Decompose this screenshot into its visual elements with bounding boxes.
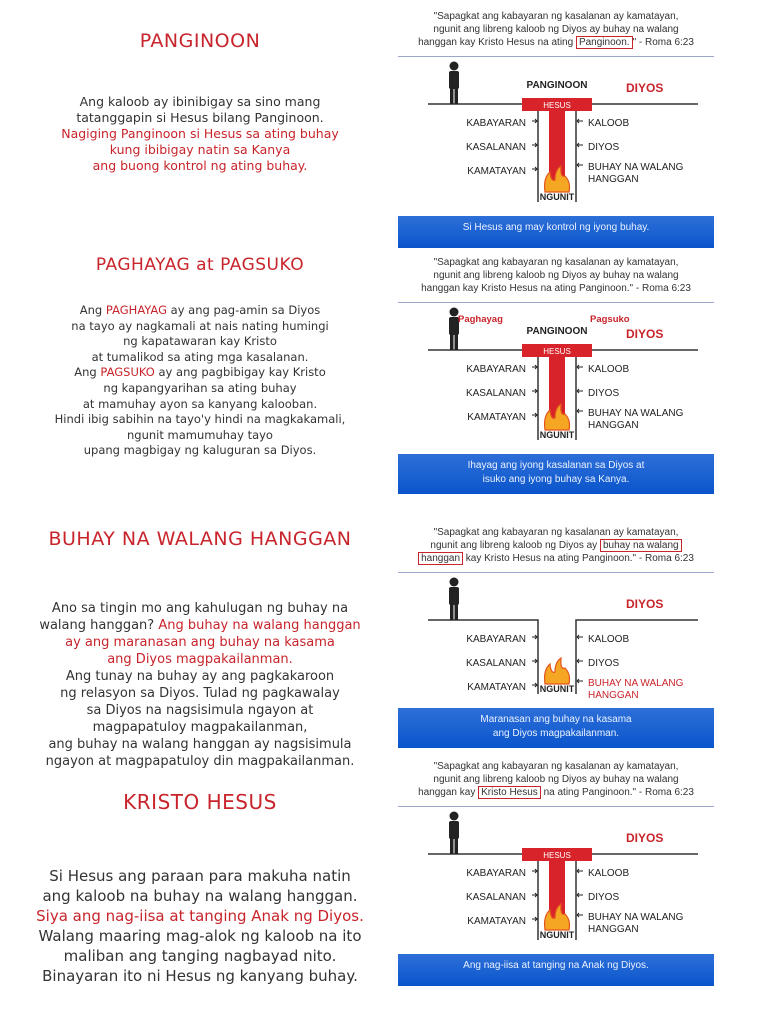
kaloob-label: KALOOB <box>588 364 630 375</box>
panel-kristo-hesus <box>398 760 714 986</box>
highlight-text: Ang buhay na walang hanggan ay ang maranasan ang buhay na kasama ang Diyos magpakailanman. <box>65 618 361 667</box>
kamatayan-label: KAMATAYAN <box>467 412 526 423</box>
kamatayan-label: KAMATAYAN <box>467 166 526 177</box>
person-leg-right <box>455 838 459 854</box>
left-arrow <box>532 119 537 123</box>
section-body-kristo-hesus <box>0 866 400 986</box>
person-leg-right <box>455 604 459 620</box>
highlight-text: Siya ang nag-iisa at tanging Anak ng Diyos. <box>36 907 364 925</box>
kaloob-label: KALOOB <box>588 634 630 645</box>
kasalanan-label: KASALANAN <box>465 658 526 669</box>
diyos-label: DIYOS <box>626 327 664 341</box>
fire-icon <box>545 404 570 430</box>
banner-text: Si Hesus ang may kontrol ng iyong buhay. <box>462 222 650 233</box>
right-arrow <box>577 635 583 639</box>
person-body <box>449 821 459 839</box>
bridge-svg <box>398 306 714 448</box>
left-arrow <box>532 365 537 369</box>
divider <box>398 56 714 57</box>
kabayaran-label: KABAYARAN <box>466 868 526 879</box>
quote-highlight: buhay na walang <box>600 539 682 552</box>
kamatayan-label: KAMATAYAN <box>467 916 526 927</box>
body-text: Ang kaloob ay ibinibigay sa sino mang tatanggapin si Hesus bilang Panginoon. <box>76 94 324 125</box>
person-leg-right <box>455 334 459 350</box>
kasalanan-label: KASALANAN <box>465 388 526 399</box>
panel-buhay-na-walang-hanggan <box>398 526 714 748</box>
bridge-svg <box>398 60 714 210</box>
hesus-label: HESUS <box>543 347 571 356</box>
quote-text: na ating Panginoon." - Roma 6:23 <box>540 787 694 798</box>
person-head <box>450 812 459 821</box>
banner-text: Ihayag ang iyong kasalanan sa Diyos at isuko ang iyong buhay sa Kanya. <box>467 460 645 485</box>
diyos-label: DIYOS <box>626 831 664 845</box>
right-arrow <box>577 659 583 663</box>
right-arrow <box>577 869 583 873</box>
panel-panginoon <box>398 10 714 248</box>
ngunit-label: NGUNIT <box>539 192 575 202</box>
buhay-label: BUHAY NA WALANG <box>588 408 684 419</box>
right-arrow <box>577 409 583 413</box>
kamatayan-label: KAMATAYAN <box>467 682 526 693</box>
right-arrow <box>577 119 583 123</box>
person-leg-right <box>455 88 459 104</box>
scripture-quote <box>398 760 714 799</box>
left-arrow <box>532 917 537 921</box>
body-text: Ang tunay na buhay ay ang pagkakaroon ng relasyon sa Diyos. Tulad ng pagkawalay sa Diyos na nagsisimula ngayon at magpapatuloy magpakailanman, ang buhay na walang hanggan ay nagsisimula ngayon at magpapatuloy din magpakailanman. <box>45 669 355 769</box>
person-body <box>449 71 459 89</box>
quote-text: "Sapagkat ang kabayaran ng kasalanan ay kamatayan, ngunit ang libreng kaloob ng Diyos ay buhay na walang hanggan kay Kristo Hesus na ating Panginoon." - Roma 6:23 <box>421 257 691 294</box>
quote-text: " - Roma 6:23 <box>632 37 694 48</box>
kabayaran-label: KABAYARAN <box>466 118 526 129</box>
scripture-quote <box>398 10 714 49</box>
person-leg-left <box>450 88 454 104</box>
person-head <box>450 62 459 71</box>
right-arrow <box>577 365 583 369</box>
divider <box>398 806 714 807</box>
panginoon-label: PANGINOON <box>526 326 588 337</box>
quote-text: "Sapagkat ang kabayaran ng kasalanan ay kamatayan, ngunit ang libreng kaloob ng Diyos ay buhay na walang hanggan kay Kristo Hesus na ating <box>418 11 679 48</box>
pagsuko-label: Pagsuko <box>590 314 630 325</box>
kaloob-label: KALOOB <box>588 118 630 129</box>
banner-text: Maranasan ang buhay na kasama ang Diyos magpakailanman. <box>480 714 632 739</box>
scripture-quote <box>398 526 714 565</box>
fire-icon <box>545 904 570 930</box>
fire-icon <box>545 658 570 684</box>
left-arrow <box>532 683 537 687</box>
body-text: ay ang pag-amin sa Diyos na tayo ay nagkamali at nais nating humingi ng kapatawaran kay Kristo at tumalikod sa ating mga kasalanan. Ang <box>71 303 329 380</box>
highlight-text: PAGSUKO <box>100 365 155 380</box>
right-arrow <box>577 389 583 393</box>
left-arrow <box>532 167 537 171</box>
section-body-paghayag-pagsuko <box>0 303 400 459</box>
section-body-buhay-na-walang-hanggan <box>0 600 400 770</box>
buhay-label: BUHAY NA WALANG <box>588 678 684 689</box>
person-body <box>449 587 459 605</box>
gospel-bridge-diagram <box>398 810 714 948</box>
quote-highlight: hanggan <box>418 552 463 565</box>
quote-highlight: Panginoon. <box>576 36 633 49</box>
hanggan-label: HANGGAN <box>588 174 639 185</box>
hanggan-label: HANGGAN <box>588 690 639 701</box>
scripture-quote <box>398 256 714 295</box>
divider <box>398 302 714 303</box>
gospel-bridge-diagram <box>398 306 714 448</box>
section-title-panginoon: PANGINOON <box>139 30 261 52</box>
paghayag-label: Paghayag <box>458 314 503 325</box>
gospel-bridge-diagram <box>398 576 714 702</box>
buhay-label: BUHAY NA WALANG <box>588 912 684 923</box>
banner <box>398 708 714 748</box>
body-text: Ang <box>79 303 106 317</box>
body-text: Ano sa tingin mo ang kahulugan ng buhay na walang hanggan? <box>39 601 349 633</box>
buhay-label: BUHAY NA WALANG <box>588 162 684 173</box>
bridge-svg <box>398 576 714 702</box>
right-arrow <box>577 163 583 167</box>
highlight-text: Nagiging Panginoon si Hesus sa ating buhay kung ibibigay natin sa Kanya ang buong kontrol ng ating buhay. <box>61 126 339 173</box>
quote-text: "Sapagkat ang kabayaran ng kasalanan ay kamatayan, ngunit ang libreng kaloob ng Diyos ay <box>430 527 679 551</box>
section-title-kristo-hesus: KRISTO HESUS <box>123 790 277 814</box>
kaloob-label: KALOOB <box>588 868 630 879</box>
ngunit-label: NGUNIT <box>539 430 575 440</box>
hanggan-label: HANGGAN <box>588 420 639 431</box>
body-text: Si Hesus ang paraan para makuha natin ang kaloob na buhay na walang hanggan. <box>42 867 358 905</box>
left-arrow <box>532 389 537 393</box>
banner <box>398 454 714 494</box>
body-text: ay ang pagbibigay kay Kristo ng kapangyarihan sa ating buhay at mamuhay ayon sa kanyang kalooban. Hindi ibig sabihin na tayo'y hindi na magkakamali, ngunit mamumuhay tayo upang magbigay ng kaluguran sa Diyos. <box>54 365 346 458</box>
section-body-panginoon <box>0 94 400 174</box>
section-title-paghayag-pagsuko: PAGHAYAG at PAGSUKO <box>95 255 305 275</box>
left-arrow <box>532 635 537 639</box>
right-arrow <box>577 893 583 897</box>
highlight-text: PAGHAYAG <box>105 303 167 317</box>
quote-text: "Sapagkat ang kabayaran ng kasalanan ay kamatayan, ngunit ang libreng kaloob ng Diyos ay buhay na walang hanggan kay <box>418 761 679 798</box>
kasalanan-label: KASALANAN <box>465 142 526 153</box>
left-arrow <box>532 893 537 897</box>
fire-icon <box>545 166 570 192</box>
left-arrow <box>532 869 537 873</box>
person-leg-left <box>450 838 454 854</box>
diyos-right-label: DIYOS <box>588 142 620 153</box>
gospel-bridge-diagram <box>398 60 714 210</box>
right-arrow <box>577 913 583 917</box>
hesus-label: HESUS <box>543 851 571 860</box>
banner <box>398 954 714 986</box>
kasalanan-label: KASALANAN <box>465 892 526 903</box>
person-leg-left <box>450 604 454 620</box>
hanggan-label: HANGGAN <box>588 924 639 935</box>
banner-text: Ang nag-iisa at tanging na Anak ng Diyos. <box>463 960 649 971</box>
quote-text: kay Kristo Hesus na ating Panginoon." - Roma 6:23 <box>463 553 694 564</box>
panel-paghayag-pagsuko <box>398 256 714 494</box>
right-arrow <box>577 679 583 683</box>
banner <box>398 216 714 248</box>
ngunit-label: NGUNIT <box>539 684 575 694</box>
ngunit-label: NGUNIT <box>539 930 575 940</box>
divider <box>398 572 714 573</box>
kabayaran-label: KABAYARAN <box>466 634 526 645</box>
left-arrow <box>532 659 537 663</box>
right-arrow <box>577 143 583 147</box>
diyos-label: DIYOS <box>626 81 664 95</box>
body-text: Walang maaring mag-alok ng kaloob na ito maliban ang tanging nagbayad nito. Binayaran ito ni Hesus ng kanyang buhay. <box>38 927 362 985</box>
left-arrow <box>532 413 537 417</box>
diyos-right-label: DIYOS <box>588 658 620 669</box>
bridge-svg <box>398 810 714 948</box>
person-leg-left <box>450 334 454 350</box>
hesus-label: HESUS <box>543 101 571 110</box>
diyos-right-label: DIYOS <box>588 892 620 903</box>
diyos-right-label: DIYOS <box>588 388 620 399</box>
diyos-label: DIYOS <box>626 597 664 611</box>
quote-highlight: Kristo Hesus <box>478 786 541 799</box>
left-arrow <box>532 143 537 147</box>
person-head <box>450 578 459 587</box>
kabayaran-label: KABAYARAN <box>466 364 526 375</box>
panginoon-label: PANGINOON <box>526 80 588 91</box>
section-title-buhay-na-walang-hanggan: BUHAY NA WALANG HANGGAN <box>48 528 352 550</box>
